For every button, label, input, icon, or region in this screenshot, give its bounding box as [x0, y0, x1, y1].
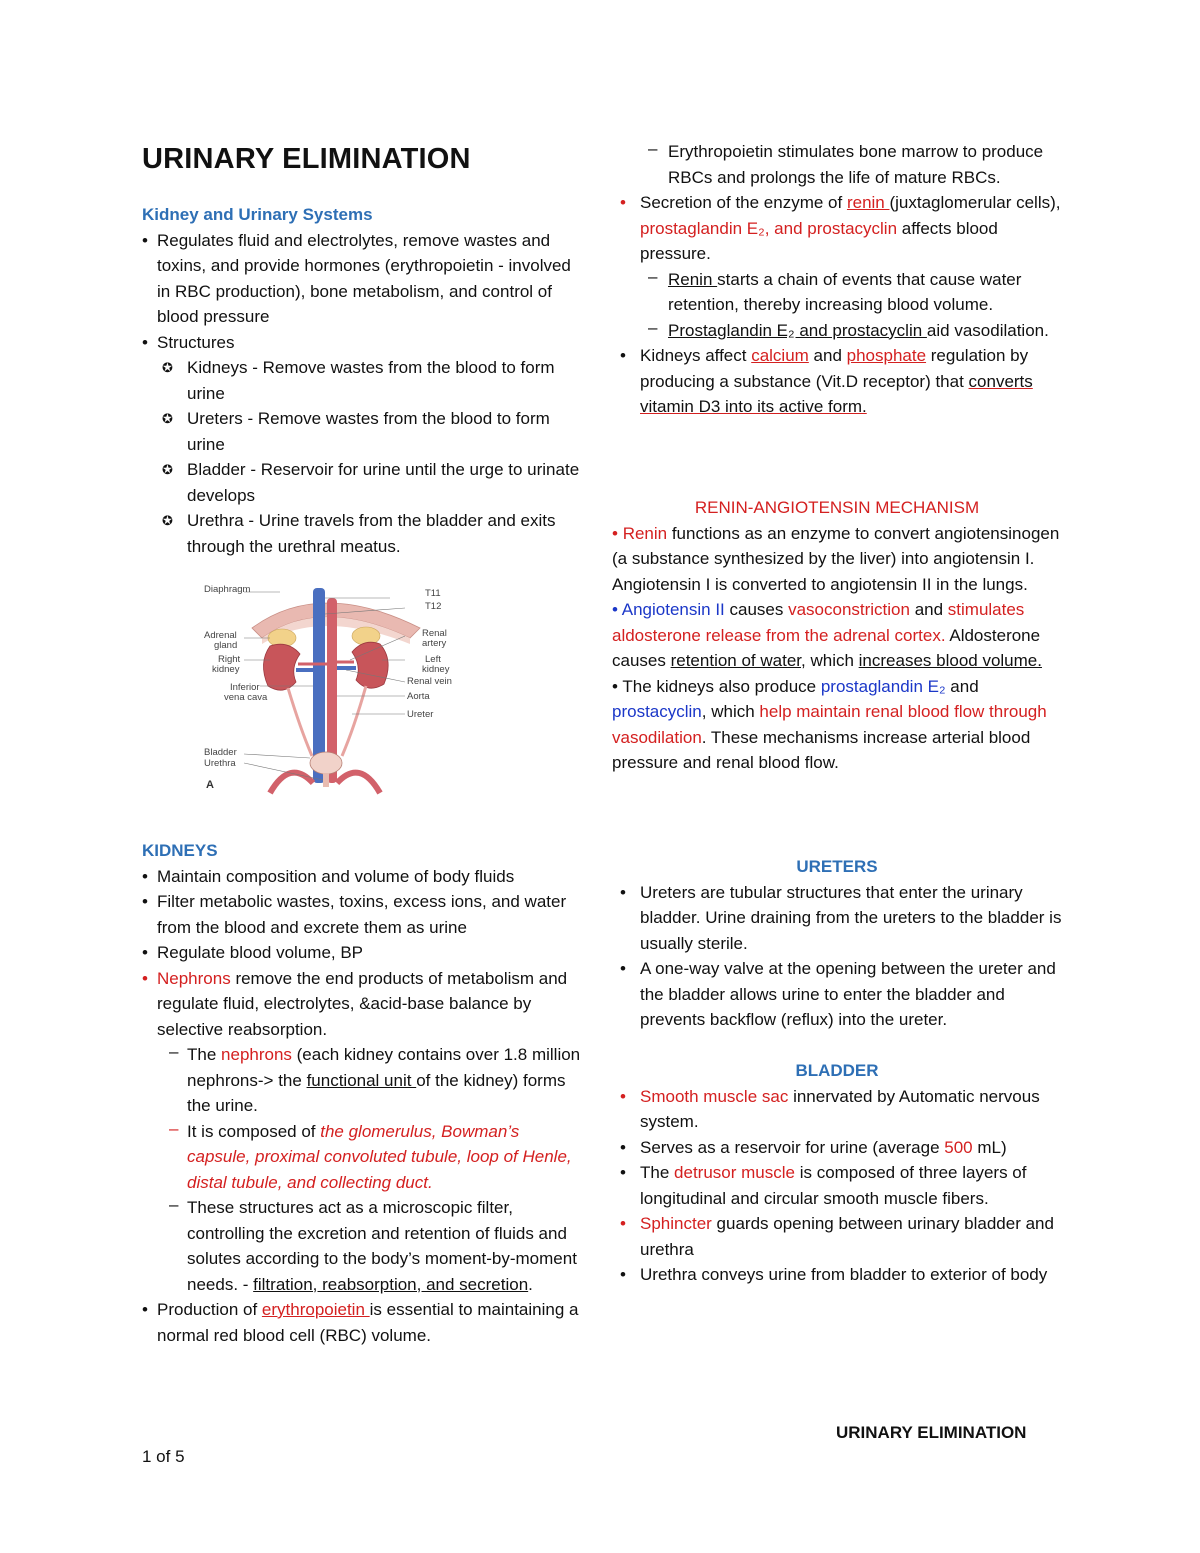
dash-icon: – [648, 139, 658, 158]
bullet-icon: • [612, 600, 622, 619]
urinary-system-diagram [200, 578, 452, 798]
label-renal-artery-2: artery [422, 638, 447, 649]
bullet-icon: • [142, 968, 148, 988]
right-kidney-shape [263, 644, 300, 690]
section-heading-renin: RENIN-ANGIOTENSIN MECHANISM [694, 498, 980, 517]
bullet-icon: • [612, 523, 623, 543]
bullet-icon: • [620, 882, 626, 902]
section-heading-ureters: URETERS [796, 857, 878, 876]
list-item: • Kidneys affect calcium and phosphate regulation by producing a substance (Vit.D receptor) that converts vitamin D3 into its active form. [612, 343, 1062, 420]
paragraph: • Angiotensin II causes vasoconstriction and stimulates aldosterone release from the adrenal cortex. Aldosterone causes retention of water, which increases blood volume. [612, 600, 1042, 670]
list-item: • Sphincter guards opening between urinary bladder and urethra [612, 1211, 1062, 1262]
left-kidney-shape [352, 642, 388, 688]
list-item: • Urethra conveys urine from bladder to exterior of body [612, 1262, 1062, 1288]
list-item: • Smooth muscle sac innervated by Automatic nervous system. [612, 1084, 1062, 1135]
list-item: • Filter metabolic wastes, toxins, excess ions, and water from the blood and excrete them as urine [142, 889, 587, 940]
label-renal-artery-1: Renal [422, 628, 447, 639]
label-left-kidney-2: kidney [422, 664, 450, 675]
dash-icon: – [648, 266, 658, 286]
list-item: • The detrusor muscle is composed of three layers of longitudinal and circular smooth muscle fibers. [612, 1160, 1062, 1211]
structure-item-urethra: ✪ Urethra - Urine travels from the bladder and exits through the urethral meatus. [142, 508, 587, 559]
sub-item: – The nephrons (each kidney contains over 1.8 million nephrons-> the functional unit of the kidney) forms the urine. [142, 1042, 587, 1119]
list-item: • Ureters are tubular structures that enter the urinary bladder. Urine draining from the ureters to the bladder is usually sterile. [612, 880, 1062, 957]
label-right-kidney-2: kidney [212, 664, 240, 675]
sub-item: – Renin starts a chain of events that cause water retention, thereby increasing blood volume. [612, 267, 1062, 318]
list-item: • Production of erythropoietin is essential to maintaining a normal red blood cell (RBC) volume. [142, 1297, 587, 1348]
label-bladder: Bladder [204, 747, 237, 758]
document-title: URINARY ELIMINATION [142, 143, 471, 175]
sub-item: – These structures act as a microscopic filter, controlling the excretion and retention of fluids and solutes according to the body’s moment-by-moment needs. - filtration, reabsorption, and secretion. [142, 1195, 587, 1297]
bullet-icon: • [620, 1265, 626, 1284]
bullet-icon: • [620, 346, 626, 365]
list-item: • Regulate blood volume, BP [142, 940, 587, 966]
bullet-icon: • [620, 1137, 626, 1157]
bullet-icon: • [142, 230, 148, 250]
left-adrenal-shape [352, 627, 380, 645]
right-iliac-artery-shape [270, 773, 313, 793]
circle-bullet-icon: ✪ [162, 360, 173, 375]
list-item: • Serves as a reservoir for urine (average 500 mL) [612, 1135, 1062, 1161]
label-ureter: Ureter [407, 709, 434, 720]
bullet-icon: • [142, 332, 148, 352]
list-item: • Regulates fluid and electrolytes, remove wastes and toxins, and provide hormones (erythropoietin - involved in RBC production), bone metabolism, and control of blood pressure [142, 228, 587, 330]
right-ureter-shape [288, 688, 312, 756]
structure-item-ureters: ✪ Ureters - Remove wastes from the blood to form urine [142, 406, 587, 457]
label-right-kidney-1: Right [218, 654, 241, 665]
kidney-urinary-section [142, 202, 587, 559]
sub-item: – Prostaglandin E₂ and prostacyclin aid vasodilation. [612, 318, 1062, 344]
dash-icon: – [169, 1042, 179, 1061]
kidneys-section [142, 838, 587, 1348]
paragraph: • The kidneys also produce prostaglandin E₂ and prostacyclin, which help maintain renal blood flow through vasodilation. These mechanisms increase arterial blood pressure and renal blood flow. [612, 676, 1047, 772]
circle-bullet-icon: ✪ [162, 513, 173, 528]
list-item: • A one-way valve at the opening between the ureter and the bladder allows urine to enter the bladder and prevents backflow (reflux) into the ureter. [612, 956, 1062, 1033]
sub-item: – Erythropoietin stimulates bone marrow to produce RBCs and prolongs the life of mature RBCs. [612, 139, 1062, 190]
label-diaphragm: Diaphragm [204, 584, 251, 595]
dash-icon: – [648, 317, 658, 337]
right-top-section [612, 139, 1062, 420]
list-item: • Maintain composition and volume of body fluids [142, 864, 587, 890]
label-panel-a: A [206, 779, 214, 791]
list-item: • Secretion of the enzyme of renin (juxtaglomerular cells), prostaglandin E₂, and prostacyclin affects blood pressure. [612, 190, 1062, 267]
label-renal-vein: Renal vein [407, 676, 452, 687]
bullet-icon: • [142, 892, 148, 911]
bullet-icon: • [620, 1163, 626, 1182]
structure-item-kidneys: ✪ Kidneys - Remove wastes from the blood to form urine [142, 355, 587, 406]
bullet-icon: • [620, 193, 626, 212]
dash-icon: – [169, 1195, 179, 1214]
left-iliac-artery-shape [337, 773, 380, 793]
label-adrenal-2: gland [214, 640, 238, 651]
ureters-section [612, 854, 1062, 1033]
structure-item-bladder: ✪ Bladder - Reservoir for urine until the urge to urinate develops [142, 457, 587, 508]
label-left-kidney-1: Left [425, 654, 441, 665]
bullet-icon: • [612, 676, 623, 696]
label-aorta: Aorta [407, 691, 430, 702]
label-urethra: Urethra [204, 758, 236, 769]
section-heading-kidneys: KIDNEYS [142, 841, 218, 860]
label-adrenal-1: Adrenal [204, 630, 237, 641]
renin-angiotensin-section [612, 495, 1062, 776]
label-t11: T11 [425, 588, 441, 599]
list-item: • Structures [142, 330, 587, 356]
bullet-icon: • [142, 866, 148, 886]
bullet-icon: • [142, 943, 148, 962]
label-t12: T12 [425, 601, 442, 612]
bullet-icon: • [142, 1300, 148, 1319]
section-heading-kidney-urinary: Kidney and Urinary Systems [142, 205, 373, 224]
bullet-icon: • [620, 1214, 626, 1233]
dash-icon: – [169, 1118, 179, 1138]
bladder-section [612, 1058, 1062, 1288]
section-heading-bladder: BLADDER [795, 1061, 879, 1080]
label-ivc-1: Inferior [230, 682, 260, 693]
circle-bullet-icon: ✪ [162, 462, 173, 477]
circle-bullet-icon: ✪ [162, 411, 173, 426]
bullet-icon: • [620, 959, 626, 978]
bullet-icon: • [620, 1086, 626, 1106]
page-number: 1 of 5 [142, 1447, 185, 1466]
paragraph: • Renin functions as an enzyme to convert angiotensinogen (a substance synthesized by the liver) into angiotensin I. Angiotensin I is converted to angiotensin II in the lungs. [612, 523, 1060, 594]
list-item: • Nephrons remove the end products of metabolism and regulate fluid, electrolytes, &acid-base balance by selective reabsorption. [142, 966, 587, 1043]
bladder-shape [310, 752, 342, 774]
sub-item: – It is composed of the glomerulus, Bowman’s capsule, proximal convoluted tubule, loop of Henle, distal tubule, and collecting duct. [142, 1119, 587, 1196]
label-ivc-2: vena cava [224, 692, 268, 703]
left-ureter-shape [342, 686, 366, 756]
urethra-shape [323, 773, 329, 787]
running-footer-title: URINARY ELIMINATION [836, 1423, 1027, 1442]
